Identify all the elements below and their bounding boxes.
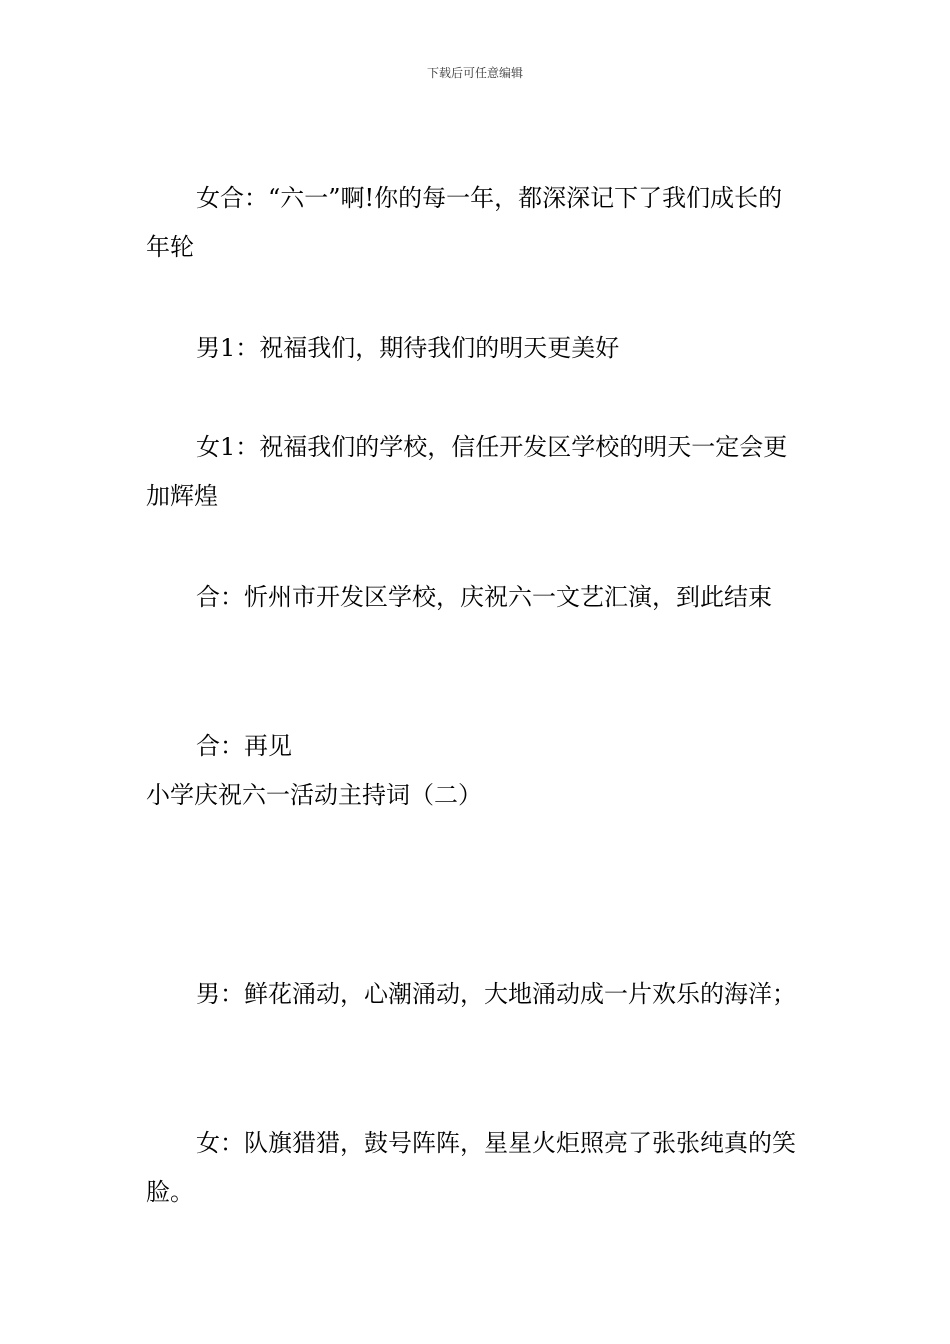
paragraph-chorus-goodbye: 合：再见	[196, 732, 292, 760]
paragraph-chorus-ending: 合：忻州市开发区学校，庆祝六一文艺汇演，到此结束	[196, 583, 772, 611]
paragraph-female-opening: 女：队旗猎猎，鼓号阵阵，星星火炬照亮了张张纯真的笑脸。	[146, 1129, 796, 1206]
section-title: 小学庆祝六一活动主持词（二）	[146, 781, 482, 809]
paragraph-female-chorus: 女合：“六一”啊!你的每一年，都深深记下了我们成长的年轮	[146, 184, 783, 261]
paragraph-male-1: 男1：祝福我们，期待我们的明天更美好	[196, 334, 620, 362]
paragraph-male-opening: 男：鲜花涌动，心潮涌动，大地涌动成一片欢乐的海洋；	[196, 980, 796, 1008]
page-header-note: 下载后可任意编辑	[426, 66, 523, 80]
paragraph-female-1: 女1：祝福我们的学校，信任开发区学校的明天一定会更加辉煌	[146, 433, 788, 510]
